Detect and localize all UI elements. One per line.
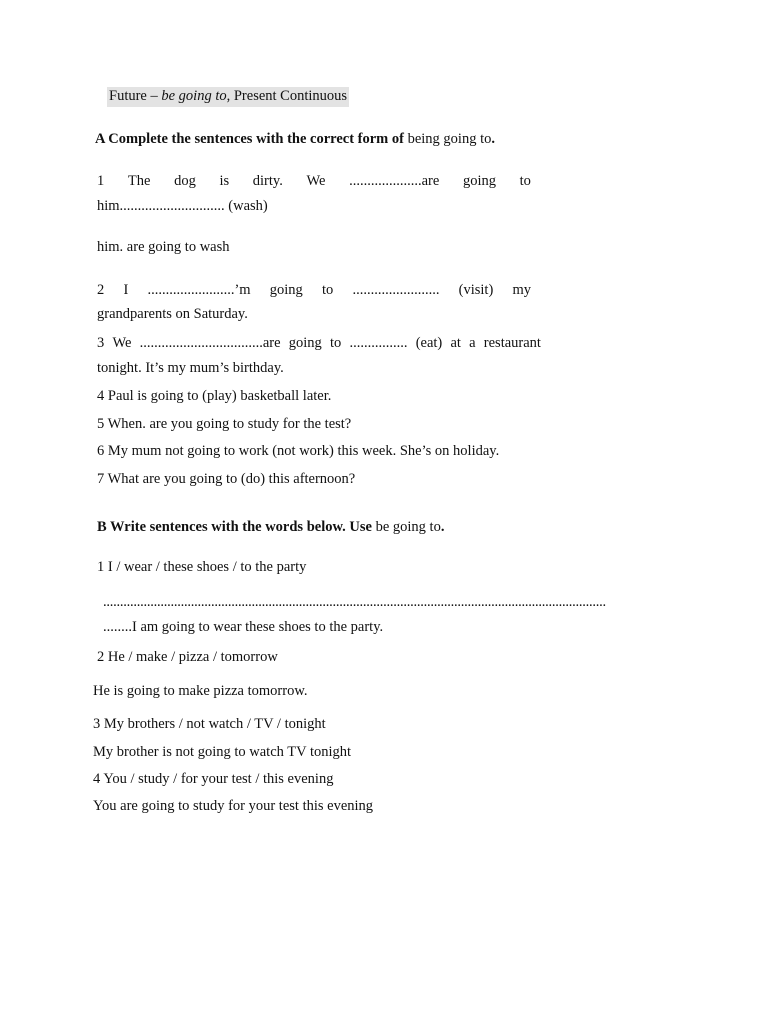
exercise-b-1-answer: ........I am going to wear these shoes to the party.	[103, 619, 384, 635]
word: my	[512, 282, 531, 298]
word: dirty.	[252, 173, 283, 189]
exercise-b-3-answer: My brother is not going to watch TV tonight	[93, 744, 352, 760]
word: (eat)	[415, 335, 443, 351]
question-4: 4 Paul is going to (play) basketball later.	[97, 388, 332, 404]
word: I	[123, 282, 129, 298]
word: We	[306, 173, 326, 189]
exercise-b-3-prompt: 3 My brothers / not watch / TV / tonight	[93, 716, 326, 732]
question-3-line-1	[97, 335, 541, 352]
word: at	[450, 335, 461, 351]
word: to	[330, 335, 342, 351]
title-prefix: Future –	[109, 88, 162, 104]
word: The	[127, 173, 151, 189]
word: going	[288, 335, 322, 351]
title-italic: be going to	[161, 88, 227, 104]
word: ................	[349, 335, 408, 351]
word: is	[219, 173, 230, 189]
word: ..................................are	[139, 335, 281, 351]
question-7: 7 What are you going to (do) this afternoon?	[97, 471, 356, 487]
word: We	[112, 335, 132, 351]
word: going	[462, 173, 496, 189]
word: dog	[174, 173, 196, 189]
question-2-line-1	[97, 282, 531, 299]
word: to	[321, 282, 334, 298]
section-a-heading	[95, 131, 495, 148]
exercise-b-1-dots: .....................................................................................................................................................	[103, 594, 606, 610]
word: 1	[97, 173, 105, 189]
section-b-heading	[97, 519, 444, 536]
question-1-line-1	[97, 173, 531, 190]
word: (visit)	[458, 282, 494, 298]
word: restaurant	[483, 335, 541, 351]
section-b-heading-bold: B Write sentences with the words below. Use	[97, 519, 372, 535]
title-suffix: , Present Continuous	[226, 88, 348, 104]
section-a-heading-bold: A Complete the sentences with the correct form of	[95, 131, 404, 147]
section-a-heading-end: .	[491, 131, 495, 147]
exercise-b-4-prompt: 4 You / study / for your test / this evening	[93, 771, 334, 787]
question-1-answer: him. are going to wash	[97, 239, 230, 255]
exercise-b-4-answer: You are going to study for your test this evening	[93, 798, 374, 814]
exercise-b-2-answer: He is going to make pizza tomorrow.	[93, 683, 308, 699]
word: ........................’m	[147, 282, 251, 298]
word: to	[519, 173, 531, 189]
section-b-heading-normal: be going to	[371, 519, 441, 535]
page-title	[107, 87, 349, 107]
question-3-line-2: tonight. It’s my mum’s birthday.	[97, 360, 284, 376]
question-5: 5 When. are you going to study for the test?	[97, 416, 352, 432]
word: 3	[97, 335, 105, 351]
exercise-b-2-prompt: 2 He / make / pizza / tomorrow	[97, 649, 278, 665]
word: ....................are	[349, 173, 440, 189]
exercise-b-1-prompt: 1 I / wear / these shoes / to the party	[97, 559, 307, 575]
section-b-heading-end: .	[440, 519, 445, 535]
section-a-heading-normal: being going to	[403, 131, 492, 147]
question-1-line-2: him............................. (wash)	[97, 198, 268, 214]
word: ........................	[352, 282, 440, 298]
question-6: 6 My mum not going to work (not work) this week. She’s on holiday.	[97, 443, 500, 459]
word: going	[269, 282, 303, 298]
question-2-line-2: grandparents on Saturday.	[97, 306, 248, 322]
word: 2	[97, 282, 105, 298]
word: a	[469, 335, 476, 351]
